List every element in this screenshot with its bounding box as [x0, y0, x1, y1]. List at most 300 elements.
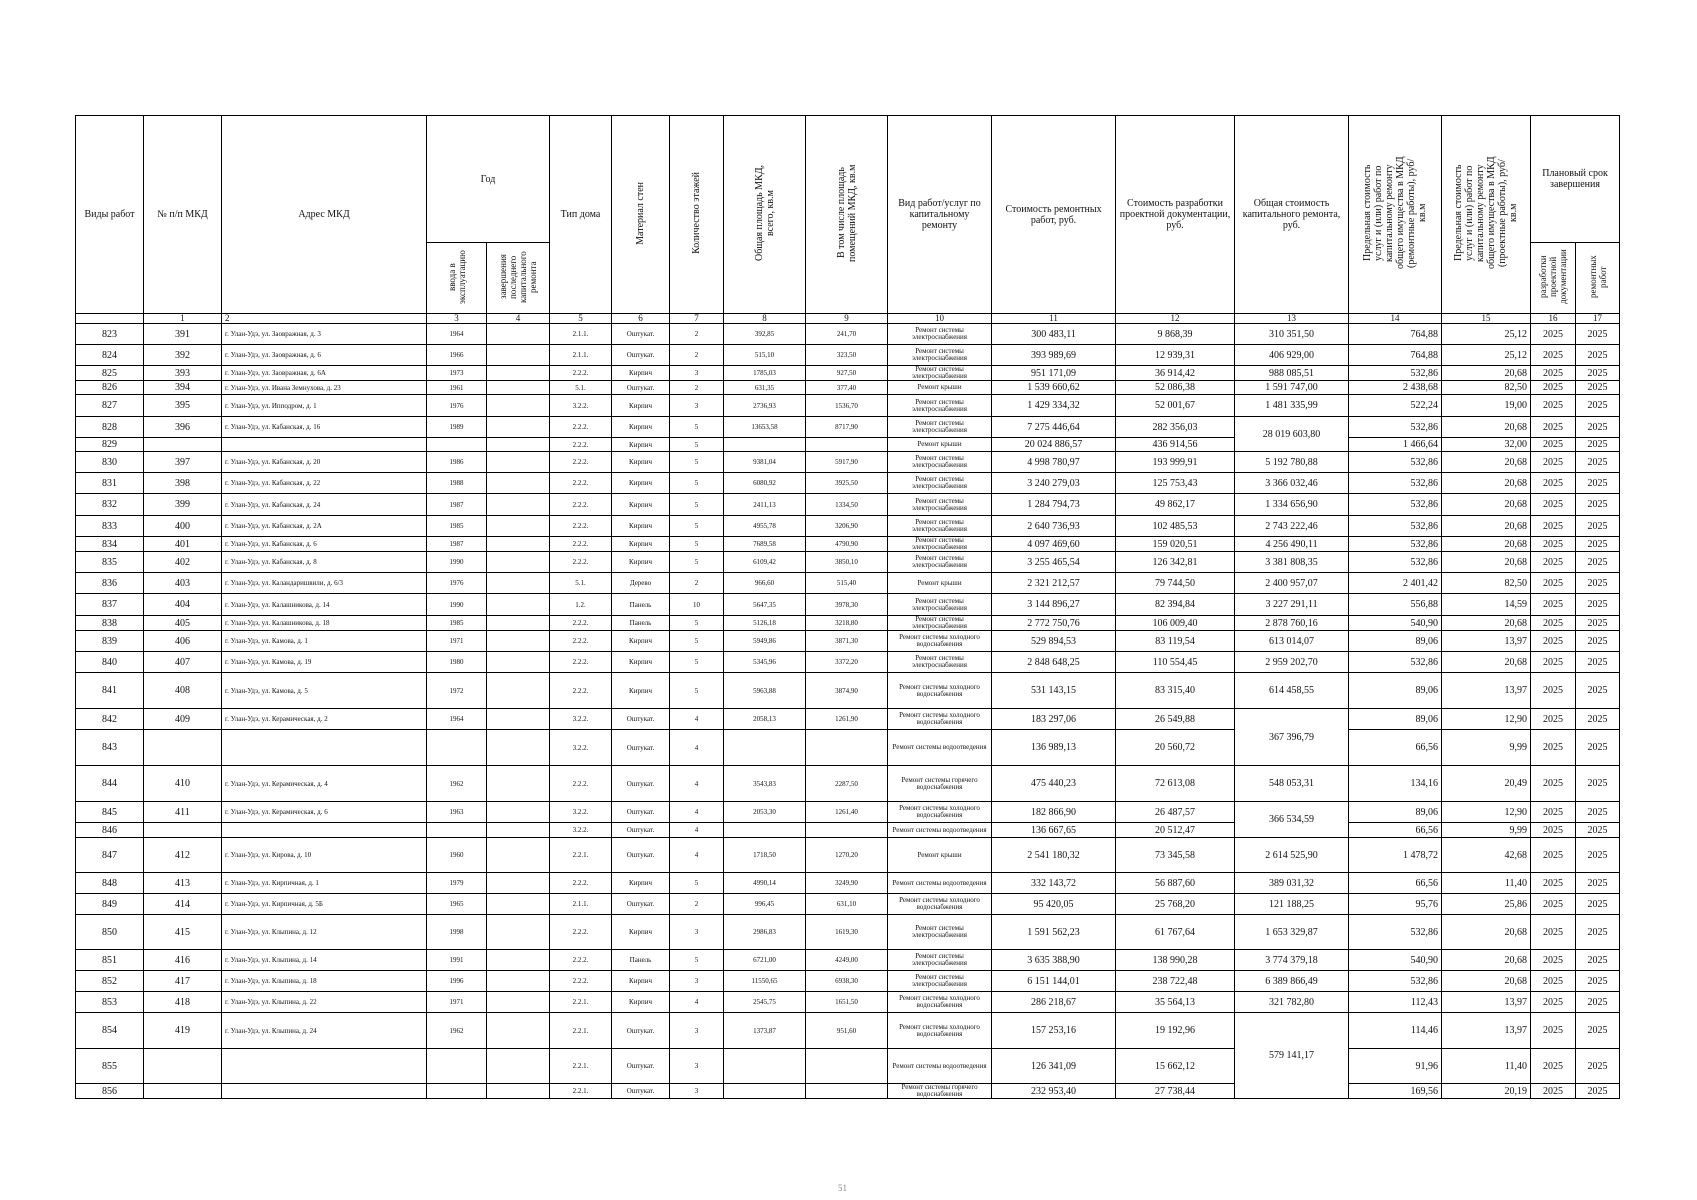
cell-c11: 183 297,06 — [992, 709, 1116, 730]
cell-a: 840 — [76, 652, 144, 673]
col-number: 6 — [612, 314, 670, 324]
cell-c13: 366 534,59 — [1235, 802, 1349, 838]
cell-c14: 1 478,72 — [1349, 838, 1442, 873]
cell-s2: 631,10 — [806, 894, 888, 915]
cell-addr: г. Улан-Удэ, ул. Клыпина, д. 12 — [222, 915, 427, 950]
table-row — [76, 709, 1620, 730]
cell-y1: 1976 — [427, 395, 487, 417]
cell-c11: 529 894,53 — [992, 631, 1116, 652]
cell-c14: 532,86 — [1349, 652, 1442, 673]
cell-c14: 114,46 — [1349, 1013, 1442, 1049]
cell-y1: 1963 — [427, 802, 487, 823]
cell-c16: 2025 — [1531, 730, 1576, 766]
cell-c16: 2025 — [1531, 631, 1576, 652]
header-tip-doma: Тип дома — [550, 116, 612, 314]
cell-work: Ремонт системы электроснабжения — [888, 915, 992, 950]
cell-c14: 556,88 — [1349, 594, 1442, 616]
cell-c13: 28 019 603,80 — [1235, 417, 1349, 452]
cell-y2 — [487, 345, 550, 366]
cell-y2 — [487, 915, 550, 950]
cell-a: 849 — [76, 894, 144, 915]
cell-s1: 3543,83 — [724, 766, 806, 802]
header-stoim-proekt: Стоимость разработки проектной документации, руб. — [1116, 116, 1235, 314]
cell-c16: 2025 — [1531, 802, 1576, 823]
header-razrabotki: разработки проектной документации — [1531, 243, 1576, 314]
cell-work: Ремонт системы холодного водоснабжения — [888, 1013, 992, 1049]
cell-s1: 1373,87 — [724, 1013, 806, 1049]
header-nn-mkd: № п/п МКД — [144, 116, 222, 314]
cell-s2 — [806, 730, 888, 766]
cell-c13: 2 614 525,90 — [1235, 838, 1349, 873]
cell-a: 830 — [76, 452, 144, 473]
cell-y2 — [487, 673, 550, 709]
cell-et: 5 — [670, 873, 724, 894]
cell-c12: 79 744,50 — [1116, 573, 1235, 594]
cell-tip: 3.2.2. — [550, 395, 612, 417]
col-number: 12 — [1116, 314, 1235, 324]
cell-c11: 6 151 144,01 — [992, 971, 1116, 992]
cell-s1 — [724, 730, 806, 766]
cell-c16: 2025 — [1531, 381, 1576, 395]
cell-y1: 1987 — [427, 494, 487, 516]
cell-y1: 1998 — [427, 915, 487, 950]
cell-s2: 3978,30 — [806, 594, 888, 616]
cell-a: 856 — [76, 1084, 144, 1099]
cell-c11: 332 143,72 — [992, 873, 1116, 894]
cell-y2 — [487, 1013, 550, 1049]
cell-a: 824 — [76, 345, 144, 366]
cell-a: 836 — [76, 573, 144, 594]
cell-c13: 4 256 490,11 — [1235, 537, 1349, 552]
cell-c17: 2025 — [1576, 838, 1620, 873]
cell-c13: 5 192 780,88 — [1235, 452, 1349, 473]
cell-s1: 9381,04 — [724, 452, 806, 473]
cell-et: 5 — [670, 631, 724, 652]
cell-c11: 393 989,69 — [992, 345, 1116, 366]
cell-mat: Кирпич — [612, 366, 670, 381]
cell-c14: 89,06 — [1349, 673, 1442, 709]
cell-c17: 2025 — [1576, 1013, 1620, 1049]
table-row — [76, 873, 1620, 894]
cell-c13: 614 458,55 — [1235, 673, 1349, 709]
cell-c16: 2025 — [1531, 823, 1576, 838]
cell-c17: 2025 — [1576, 652, 1620, 673]
cell-s2: 1536,70 — [806, 395, 888, 417]
table-body — [76, 324, 1620, 1099]
cell-et: 4 — [670, 838, 724, 873]
cell-mat: Кирпич — [612, 631, 670, 652]
cell-tip: 3.2.2. — [550, 802, 612, 823]
cell-c16: 2025 — [1531, 894, 1576, 915]
cell-work: Ремонт системы электроснабжения — [888, 971, 992, 992]
cell-s2: 1651,50 — [806, 992, 888, 1013]
cell-y2 — [487, 992, 550, 1013]
cell-work: Ремонт системы электроснабжения — [888, 494, 992, 516]
cell-s1: 13653,58 — [724, 417, 806, 438]
header-ploshad: Общая площадь МКД, всего, кв.м — [724, 116, 806, 314]
cell-a: 832 — [76, 494, 144, 516]
header-vid-uslug: Вид работ/услуг по капитальному ремонту — [888, 116, 992, 314]
cell-y1: 1985 — [427, 616, 487, 631]
cell-c11: 300 483,11 — [992, 324, 1116, 345]
cell-s1 — [724, 1049, 806, 1084]
cell-s1: 6080,92 — [724, 473, 806, 494]
cell-s2: 3874,90 — [806, 673, 888, 709]
cell-work: Ремонт системы электроснабжения — [888, 345, 992, 366]
cell-a: 848 — [76, 873, 144, 894]
cell-mat: Панель — [612, 950, 670, 971]
cell-s1: 515,10 — [724, 345, 806, 366]
cell-tip: 2.1.1. — [550, 345, 612, 366]
cell-y2 — [487, 1084, 550, 1099]
cell-mat: Кирпич — [612, 915, 670, 950]
cell-c15: 13,97 — [1442, 992, 1531, 1013]
cell-c13: 3 227 291,11 — [1235, 594, 1349, 616]
cell-et: 3 — [670, 971, 724, 992]
cell-c16: 2025 — [1531, 616, 1576, 631]
cell-mat: Оштукат. — [612, 1049, 670, 1084]
cell-addr: г. Улан-Удэ, ул. Кабанская, д. 20 — [222, 452, 427, 473]
col-number: 16 — [1531, 314, 1576, 324]
cell-c15: 25,12 — [1442, 345, 1531, 366]
cell-c14: 134,16 — [1349, 766, 1442, 802]
cell-tip: 2.2.2. — [550, 537, 612, 552]
cell-tip: 2.2.2. — [550, 915, 612, 950]
cell-addr: г. Улан-Удэ, ул. Заовражная, д. 3 — [222, 324, 427, 345]
table-row — [76, 473, 1620, 494]
cell-mat: Кирпич — [612, 516, 670, 537]
cell-c14: 89,06 — [1349, 631, 1442, 652]
cell-y1 — [427, 438, 487, 452]
cell-c15: 25,12 — [1442, 324, 1531, 345]
table-row — [76, 438, 1620, 452]
cell-c11: 126 341,09 — [992, 1049, 1116, 1084]
table-row — [76, 417, 1620, 438]
cell-work: Ремонт системы горячего водоснабжения — [888, 766, 992, 802]
cell-work: Ремонт системы горячего водоснабжения — [888, 1084, 992, 1099]
column-number-row — [76, 314, 1620, 324]
cell-c13: 3 366 032,46 — [1235, 473, 1349, 494]
cell-c12: 238 722,48 — [1116, 971, 1235, 992]
cell-c14: 532,86 — [1349, 516, 1442, 537]
cell-y1: 1961 — [427, 381, 487, 395]
cell-y2 — [487, 802, 550, 823]
cell-y2 — [487, 730, 550, 766]
cell-b: 400 — [144, 516, 222, 537]
cell-c15: 20,68 — [1442, 452, 1531, 473]
cell-a: 835 — [76, 552, 144, 573]
col-number: 9 — [806, 314, 888, 324]
cell-c11: 136 989,13 — [992, 730, 1116, 766]
cell-c13: 1 591 747,00 — [1235, 381, 1349, 395]
table-row — [76, 802, 1620, 823]
cell-c15: 20,68 — [1442, 950, 1531, 971]
cell-tip: 2.2.1. — [550, 838, 612, 873]
cell-mat: Оштукат. — [612, 381, 670, 395]
cell-addr: г. Улан-Удэ, ул. Камова, д. 5 — [222, 673, 427, 709]
cell-mat: Оштукат. — [612, 838, 670, 873]
cell-work: Ремонт системы водоотведения — [888, 873, 992, 894]
cell-c11: 3 144 896,27 — [992, 594, 1116, 616]
cell-s1: 2058,13 — [724, 709, 806, 730]
table-row — [76, 992, 1620, 1013]
cell-a: 833 — [76, 516, 144, 537]
header-obsh-stoim: Общая стоимость капитального ремонта, руб. — [1235, 116, 1349, 314]
cell-tip: 2.2.2. — [550, 473, 612, 494]
cell-c15: 12,90 — [1442, 709, 1531, 730]
col-number: 1 — [144, 314, 222, 324]
cell-y1: 1989 — [427, 417, 487, 438]
col-number: 13 — [1235, 314, 1349, 324]
cell-addr: г. Улан-Удэ, ул. Заовражная, д. 6А — [222, 366, 427, 381]
cell-y2 — [487, 573, 550, 594]
cell-a: 853 — [76, 992, 144, 1013]
cell-b: 415 — [144, 915, 222, 950]
cell-addr: г. Улан-Удэ, ул. Керамическая, д. 2 — [222, 709, 427, 730]
cell-b — [144, 1084, 222, 1099]
cell-c11: 4 097 469,60 — [992, 537, 1116, 552]
cell-c15: 14,59 — [1442, 594, 1531, 616]
cell-c11: 3 240 279,03 — [992, 473, 1116, 494]
cell-c14: 532,86 — [1349, 537, 1442, 552]
cell-c11: 2 772 750,76 — [992, 616, 1116, 631]
cell-c16: 2025 — [1531, 345, 1576, 366]
cell-work: Ремонт системы электроснабжения — [888, 324, 992, 345]
cell-s1: 631,35 — [724, 381, 806, 395]
cell-y2 — [487, 516, 550, 537]
cell-mat: Оштукат. — [612, 1013, 670, 1049]
cell-c16: 2025 — [1531, 573, 1576, 594]
cell-addr: г. Улан-Удэ, ул. Кабанская, д. 6 — [222, 537, 427, 552]
table-row — [76, 345, 1620, 366]
cell-c11: 182 866,90 — [992, 802, 1116, 823]
cell-c11: 232 953,40 — [992, 1084, 1116, 1099]
cell-c15: 13,97 — [1442, 673, 1531, 709]
cell-mat: Кирпич — [612, 652, 670, 673]
cell-c17: 2025 — [1576, 516, 1620, 537]
cell-c15: 11,40 — [1442, 1049, 1531, 1084]
cell-c16: 2025 — [1531, 594, 1576, 616]
cell-addr: г. Улан-Удэ, ул. Кабанская, д. 24 — [222, 494, 427, 516]
cell-et: 5 — [670, 473, 724, 494]
cell-c16: 2025 — [1531, 709, 1576, 730]
cell-work: Ремонт системы электроснабжения — [888, 537, 992, 552]
cell-s1: 2736,93 — [724, 395, 806, 417]
cell-y1 — [427, 823, 487, 838]
cell-b: 403 — [144, 573, 222, 594]
cell-s2: 1270,20 — [806, 838, 888, 873]
cell-mat: Оштукат. — [612, 766, 670, 802]
cell-mat: Панель — [612, 616, 670, 631]
cell-tip: 2.2.2. — [550, 631, 612, 652]
cell-c17: 2025 — [1576, 971, 1620, 992]
cell-c16: 2025 — [1531, 395, 1576, 417]
cell-c15: 20,68 — [1442, 552, 1531, 573]
cell-c15: 9,99 — [1442, 730, 1531, 766]
cell-et: 5 — [670, 616, 724, 631]
cell-b: 407 — [144, 652, 222, 673]
cell-addr: г. Улан-Удэ, ул. Кирова, д. 10 — [222, 838, 427, 873]
cell-b: 395 — [144, 395, 222, 417]
table-row — [76, 823, 1620, 838]
header-pred-proekt: Предельная стоимость услуг и (или) работ по капитальному ремонту общего имущества в МКД (проектные работы), руб/кв.м — [1442, 116, 1531, 314]
cell-et: 3 — [670, 915, 724, 950]
cell-et: 4 — [670, 709, 724, 730]
cell-mat: Кирпич — [612, 971, 670, 992]
cell-c14: 532,86 — [1349, 417, 1442, 438]
cell-a: 844 — [76, 766, 144, 802]
cell-c12: 125 753,43 — [1116, 473, 1235, 494]
cell-mat: Кирпич — [612, 438, 670, 452]
cell-c15: 20,68 — [1442, 537, 1531, 552]
cell-c12: 82 394,84 — [1116, 594, 1235, 616]
header-vvoda: ввода в эксплуатацию — [427, 243, 487, 314]
cell-b: 414 — [144, 894, 222, 915]
cell-c17: 2025 — [1576, 366, 1620, 381]
cell-addr: г. Улан-Удэ, ул. Клыпина, д. 24 — [222, 1013, 427, 1049]
cell-s2: 323,50 — [806, 345, 888, 366]
cell-c14: 532,86 — [1349, 473, 1442, 494]
cell-s1: 2411,13 — [724, 494, 806, 516]
cell-tip: 1.2. — [550, 594, 612, 616]
cell-a: 847 — [76, 838, 144, 873]
cell-tip: 3.2.2. — [550, 730, 612, 766]
cell-addr — [222, 1084, 427, 1099]
cell-tip: 3.2.2. — [550, 709, 612, 730]
cell-c16: 2025 — [1531, 452, 1576, 473]
cell-s2: 377,40 — [806, 381, 888, 395]
header-rem-rabot: ремонтных работ — [1576, 243, 1620, 314]
cell-y2 — [487, 473, 550, 494]
cell-c16: 2025 — [1531, 673, 1576, 709]
cell-y1: 1980 — [427, 652, 487, 673]
cell-c12: 26 549,88 — [1116, 709, 1235, 730]
cell-et: 2 — [670, 894, 724, 915]
cell-work: Ремонт системы водоотведения — [888, 823, 992, 838]
cell-c13: 2 959 202,70 — [1235, 652, 1349, 673]
cell-s2: 951,60 — [806, 1013, 888, 1049]
cell-c14: 540,90 — [1349, 950, 1442, 971]
cell-c14: 532,86 — [1349, 915, 1442, 950]
cell-y1: 1965 — [427, 894, 487, 915]
cell-y2 — [487, 366, 550, 381]
cell-b: 396 — [144, 417, 222, 438]
cell-c12: 282 356,03 — [1116, 417, 1235, 438]
cell-et: 2 — [670, 573, 724, 594]
cell-b: 416 — [144, 950, 222, 971]
table-row — [76, 1049, 1620, 1084]
cell-et: 2 — [670, 345, 724, 366]
cell-tip: 3.2.2. — [550, 823, 612, 838]
cell-c11: 1 429 334,32 — [992, 395, 1116, 417]
cell-addr: г. Улан-Удэ, ул. Заовражная, д. 6 — [222, 345, 427, 366]
cell-y2 — [487, 395, 550, 417]
cell-c15: 13,97 — [1442, 1013, 1531, 1049]
cell-addr: г. Улан-Удэ, ул. Калашникова, д. 18 — [222, 616, 427, 631]
cell-tip: 2.2.2. — [550, 552, 612, 573]
header-stoim-rem: Стоимость ремонтных работ, руб. — [992, 116, 1116, 314]
cell-s1: 996,45 — [724, 894, 806, 915]
cell-addr: г. Улан-Удэ, ул. Кабанская, д. 22 — [222, 473, 427, 494]
cell-addr — [222, 730, 427, 766]
cell-c12: 73 345,58 — [1116, 838, 1235, 873]
cell-c11: 1 539 660,62 — [992, 381, 1116, 395]
cell-c12: 35 564,13 — [1116, 992, 1235, 1013]
cell-et: 4 — [670, 730, 724, 766]
header-srok: Плановый срок завершения — [1531, 116, 1620, 243]
cell-c12: 72 613,08 — [1116, 766, 1235, 802]
cell-c16: 2025 — [1531, 873, 1576, 894]
cell-c14: 66,56 — [1349, 730, 1442, 766]
cell-b: 413 — [144, 873, 222, 894]
capital-repair-table — [75, 115, 1620, 1099]
cell-a: 846 — [76, 823, 144, 838]
cell-s2 — [806, 1049, 888, 1084]
cell-a: 829 — [76, 438, 144, 452]
cell-b: 409 — [144, 709, 222, 730]
cell-c14: 532,86 — [1349, 971, 1442, 992]
cell-b: 418 — [144, 992, 222, 1013]
cell-y1: 1964 — [427, 324, 487, 345]
cell-c14: 95,76 — [1349, 894, 1442, 915]
cell-c14: 532,86 — [1349, 366, 1442, 381]
cell-a: 825 — [76, 366, 144, 381]
cell-y2 — [487, 452, 550, 473]
cell-s2: 1261,40 — [806, 802, 888, 823]
cell-c17: 2025 — [1576, 616, 1620, 631]
cell-y2 — [487, 631, 550, 652]
cell-c12: 56 887,60 — [1116, 873, 1235, 894]
cell-c12: 20 512,47 — [1116, 823, 1235, 838]
cell-addr: г. Улан-Удэ, ул. Камова, д. 19 — [222, 652, 427, 673]
cell-a: 854 — [76, 1013, 144, 1049]
cell-s2: 3218,80 — [806, 616, 888, 631]
cell-tip: 5.1. — [550, 381, 612, 395]
cell-c16: 2025 — [1531, 1084, 1576, 1099]
cell-c11: 136 667,65 — [992, 823, 1116, 838]
cell-c17: 2025 — [1576, 873, 1620, 894]
table-row — [76, 395, 1620, 417]
cell-s2 — [806, 823, 888, 838]
cell-b: 398 — [144, 473, 222, 494]
cell-work: Ремонт крыши — [888, 438, 992, 452]
cell-c13: 310 351,50 — [1235, 324, 1349, 345]
table-row — [76, 1084, 1620, 1099]
cell-y1: 1976 — [427, 573, 487, 594]
cell-b: 408 — [144, 673, 222, 709]
cell-et: 5 — [670, 537, 724, 552]
cell-y2 — [487, 594, 550, 616]
col-number: 10 — [888, 314, 992, 324]
header-ploshad-pom: В том числе площадь помещений МКД, кв.м — [806, 116, 888, 314]
cell-c13: 2 878 760,16 — [1235, 616, 1349, 631]
cell-c15: 20,68 — [1442, 915, 1531, 950]
cell-addr: г. Улан-Удэ, ул. Керамическая, д. 4 — [222, 766, 427, 802]
cell-tip: 2.2.2. — [550, 616, 612, 631]
cell-s2: 6938,30 — [806, 971, 888, 992]
cell-c17: 2025 — [1576, 915, 1620, 950]
cell-y1: 1988 — [427, 473, 487, 494]
cell-b: 406 — [144, 631, 222, 652]
cell-work: Ремонт крыши — [888, 381, 992, 395]
cell-s1: 6721,00 — [724, 950, 806, 971]
cell-y2 — [487, 766, 550, 802]
cell-c13: 2 400 957,07 — [1235, 573, 1349, 594]
cell-b: 394 — [144, 381, 222, 395]
cell-y2 — [487, 1049, 550, 1084]
cell-c16: 2025 — [1531, 992, 1576, 1013]
cell-y1: 1990 — [427, 594, 487, 616]
